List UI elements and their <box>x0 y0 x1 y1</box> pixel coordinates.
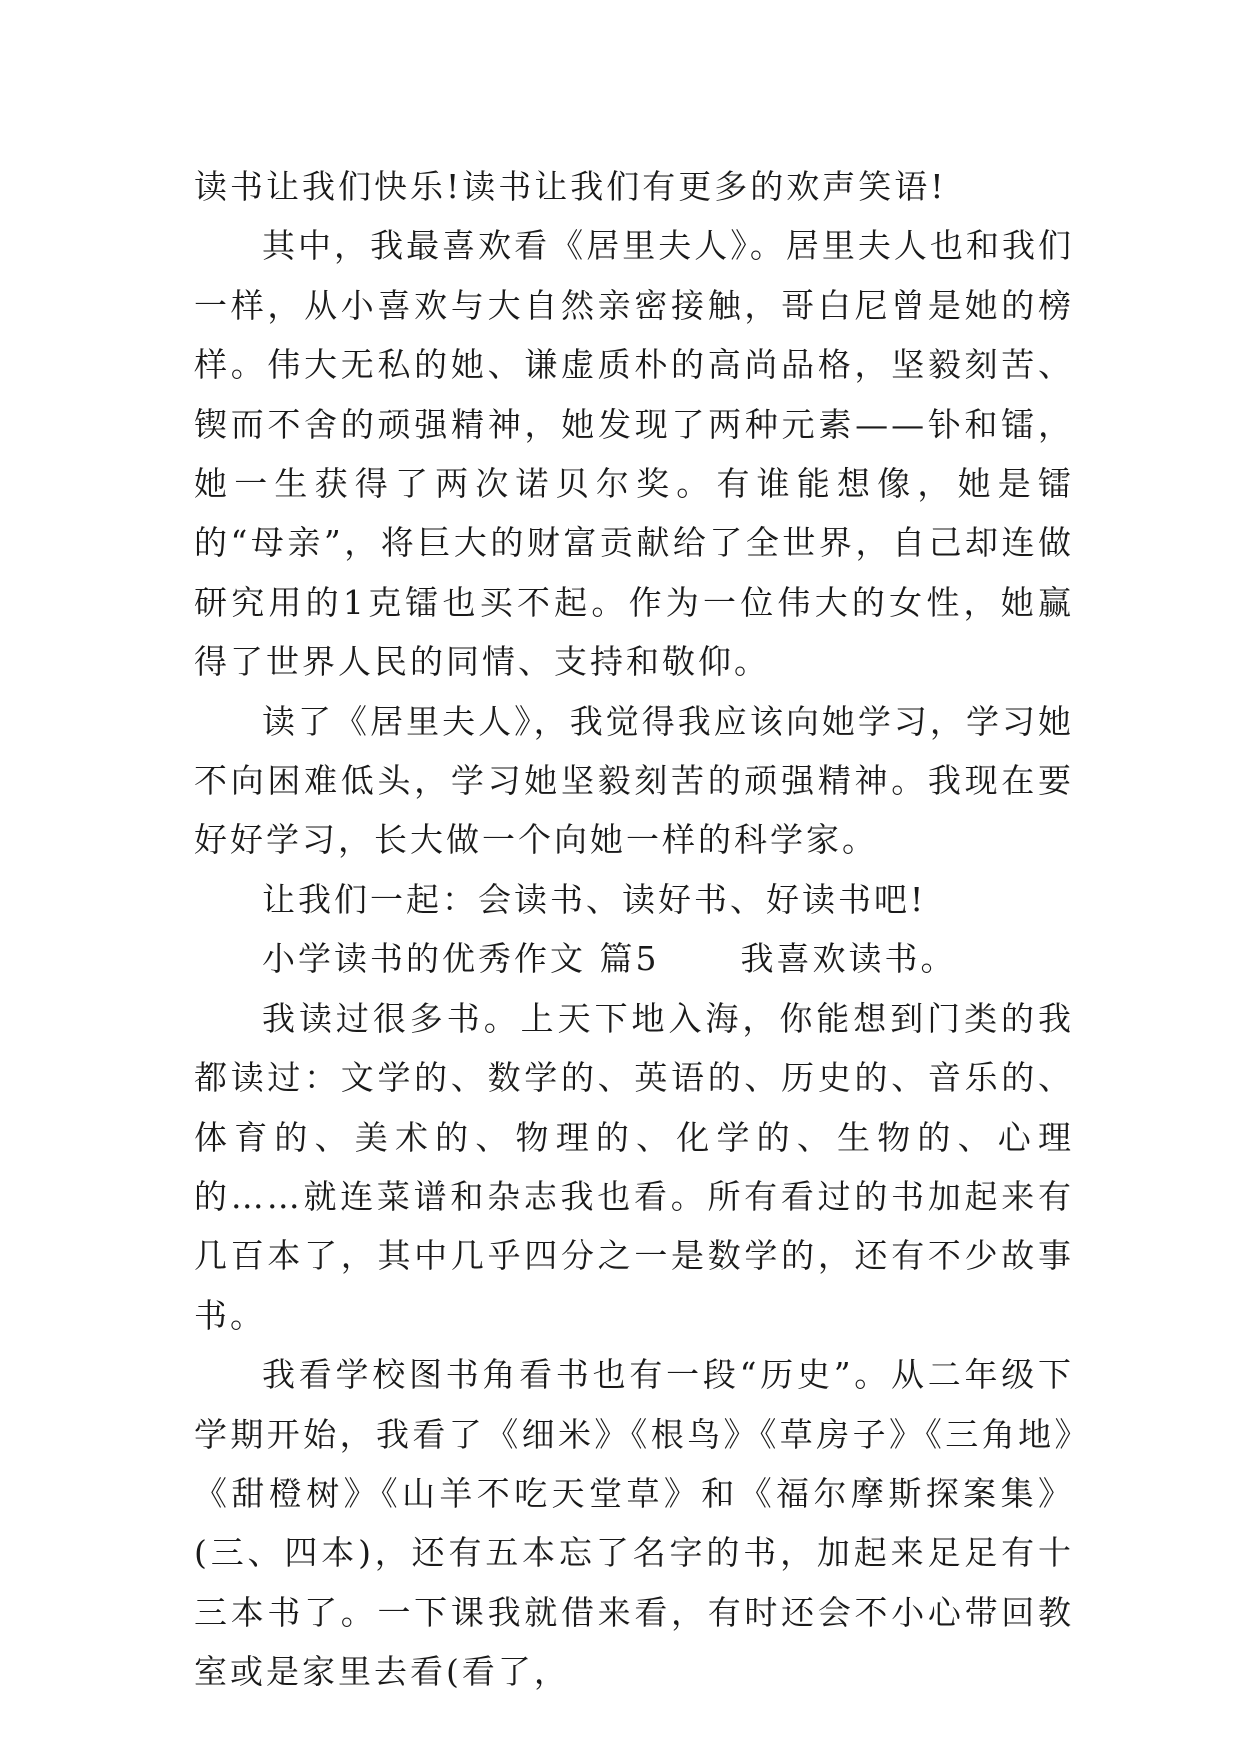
paragraph-reading-variety: 我读过很多书。上天下地入海，你能想到门类的我都读过：文学的、数学的、英语的、历史的、音乐的、体育的、美术的、物理的、化学的、生物的、心理的……就连菜谱和杂志我也看。所有看过的书加起来有几百本了，其中几乎四分之一是数学的，还有不少故事书。 <box>194 998 1074 1335</box>
paragraph-reflection: 读了《居里夫人》，我觉得我应该向她学习，学习她不向困难低头，学习她坚毅刻苦的顽强精神。我现在要好好学习，长大做一个向她一样的科学家。 <box>194 701 1074 860</box>
paragraph-call-to-read: 让我们一起：会读书、读好书、好读书吧! <box>262 879 927 919</box>
section-heading <box>194 929 1074 988</box>
section-title: 小学读书的优秀作文 <box>262 939 586 979</box>
paragraph-curie: 其中，我最喜欢看《居里夫人》。居里夫人也和我们一样，从小喜欢与大自然亲密接触，哥白尼曾是她的榜样。伟大无私的她、谦虚质朴的高尚品格，坚毅刻苦、锲而不舍的顽强精神，她发现了两种元素——钋和镭，她一生获得了两次诺贝尔奖。有谁能想像，她是镭的“母亲”，将巨大的财富贡献给了全世界，自己却连做研究用的1克镭也买不起。作为一位伟大的女性，她赢得了世界人民的同情、支持和敬仰。 <box>194 226 1074 682</box>
paragraph-intro-end: 读书让我们快乐!读书让我们有更多的欢声笑语! <box>194 167 947 206</box>
paragraph-library-history: 我看学校图书角看书也有一段“历史”。从二年级下学期开始，我看了《细米》《根鸟》《草房子》《三角地》《甜橙树》《山羊不吃天堂草》和《福尔摩斯探案集》(三、四本)，还有五本忘了名字的书，加起来足足有十三本书了。一下课我就借来看，有时还会不小心带回教室或是家里去看(看了， <box>194 1355 1074 1692</box>
section-number: 篇5 <box>599 939 660 979</box>
section-subtitle: 我喜欢读书。 <box>740 939 957 979</box>
document-body <box>194 157 1074 1702</box>
